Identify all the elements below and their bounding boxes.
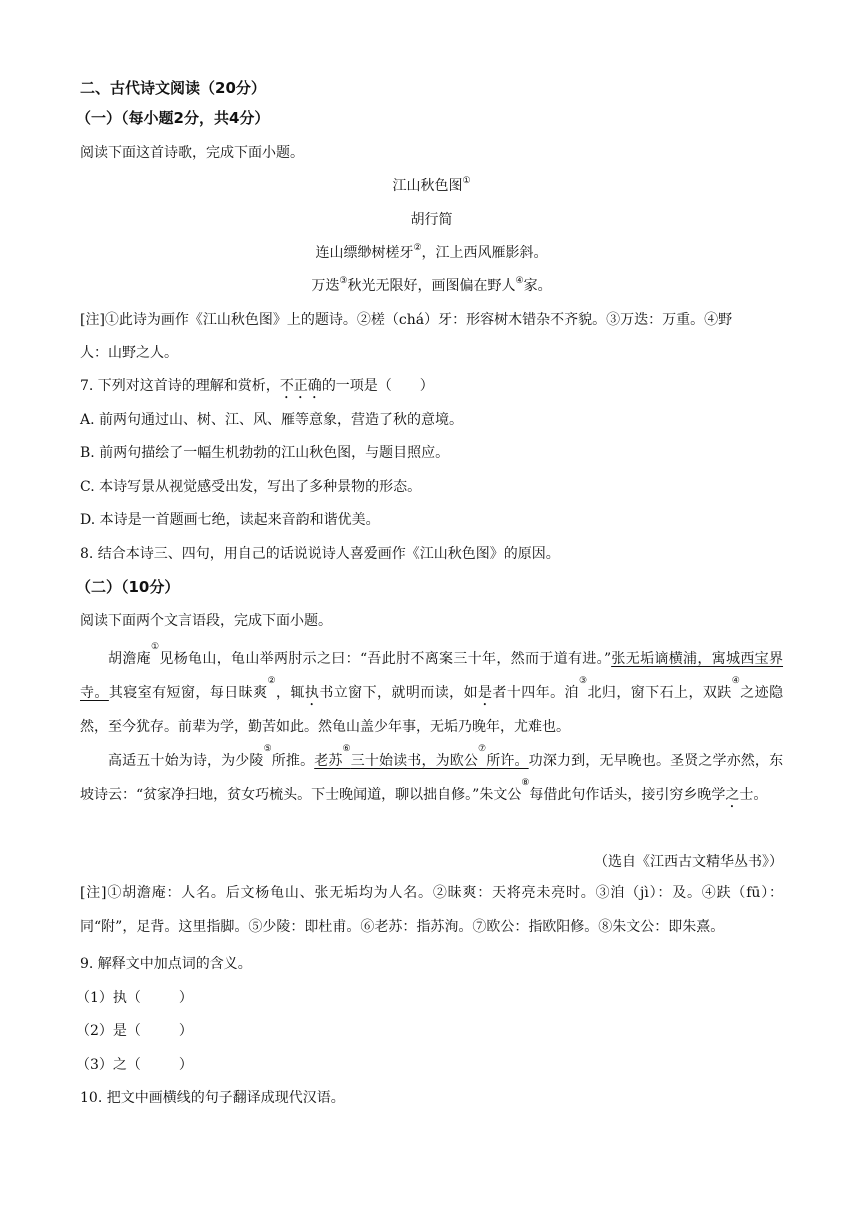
dotted-word-zhi: 执: [304, 685, 320, 701]
passage-notes: [注]①胡澹庵：人名。后文杨龟山、张无垢均为人名。②昧爽：天将亮未亮时。③洎（jì）：及。④趺（fū）：同“附”，足背。这里指脚。⑤少陵：即杜甫。⑥老苏：指苏洵。⑦欧公：指欧阳修。⑧朱文公：即朱熹。: [80, 885, 783, 935]
question-7: 7. 下列对这首诗的理解和赏析，不正确的一项是（ ）: [80, 378, 434, 394]
question-10: 10. 把文中画横线的句子翻译成现代汉语。: [80, 1090, 345, 1106]
underlined-sentence-2: 老苏⑥三十始读书，为欧公⑦所许。: [314, 744, 529, 769]
q7-option-c: C. 本诗写景从视觉感受出发，写出了多种景物的形态。: [80, 479, 422, 495]
poem-note-line-2: 人：山野之人。: [80, 345, 178, 361]
part2-heading: （二）（10分）: [76, 578, 180, 596]
q9-item-1: （1）执（ ）: [76, 990, 193, 1006]
part2-instruction: 阅读下面两个文言语段，完成下面小题。: [80, 613, 332, 629]
q9-item-3: （3）之（ ）: [76, 1057, 193, 1073]
dotted-word-zhi2: 之: [725, 787, 740, 803]
passage-source: （选自《江西古文精华丛书》）: [594, 854, 783, 870]
poem-line-1: 连山缥缈树槎牙②，江上西风雁影斜。: [315, 243, 548, 261]
question-8: 8. 结合本诗三、四句，用自己的话说说诗人喜爱画作《江山秋色图》的原因。: [80, 546, 560, 562]
poem-author: 胡行简: [410, 212, 453, 228]
dotted-word-shi: 是: [478, 685, 493, 701]
poem-title: 江山秋色图①: [392, 176, 471, 194]
q9-item-2: （2）是（ ）: [76, 1023, 193, 1039]
emphasis-not-correct: 不正确: [279, 378, 322, 394]
question-9: 9. 解释文中加点词的含义。: [80, 956, 252, 972]
q7-option-a: A. 前两句通过山、树、江、风、雁等意象，营造了秋的意境。: [80, 412, 464, 428]
part1-instruction: 阅读下面这首诗歌，完成下面小题。: [80, 145, 304, 161]
section-title: 二、古代诗文阅读（20分）: [80, 79, 266, 97]
passage-1: 胡澹庵①见杨龟山，龟山举两肘示之曰：“吾此肘不离案三十年，然而于道有进。”张无垢谪横浦，寓城西宝界寺。其寝室有短窗，每日昧爽②，辄执书立窗下，就明而读，如是者十四年。洎③北归，窗下石上，双趺④之迹隐然，至今犹存。前辈为学，勤苦如此。然龟山盖少年事，无垢乃晚年，尤难也。: [80, 642, 784, 735]
q7-option-b: B. 前两句描绘了一幅生机勃勃的江山秋色图，与题目照应。: [80, 445, 450, 461]
part1-heading: （一）（每小题2分，共4分）: [76, 109, 270, 127]
poem-line-2: 万迭③秋光无限好，画图偏在野人④家。: [311, 276, 552, 294]
underlined-sentence-1: 张无垢谪横浦，寓城西宝界寺。: [80, 651, 784, 701]
q7-option-d: D. 本诗是一首题画七绝，读起来音韵和谐优美。: [80, 512, 380, 528]
poem-note-line-1: [注]①此诗为画作《江山秋色图》上的题诗。②槎（chá）牙：形容树木错杂不齐貌。③万迭：万重。④野: [80, 312, 733, 328]
passage-2: 高适五十始为诗，为少陵⑤所推。老苏⑥三十始读书，为欧公⑦所许。功深力到，无早晚也。圣贤之学亦然，东坡诗云：“贫家净扫地，贫女巧梳头。下士晚闻道，聊以拙自修。”朱文公⑧每借此句作话头，接引穷乡晚学之士。: [80, 744, 784, 803]
